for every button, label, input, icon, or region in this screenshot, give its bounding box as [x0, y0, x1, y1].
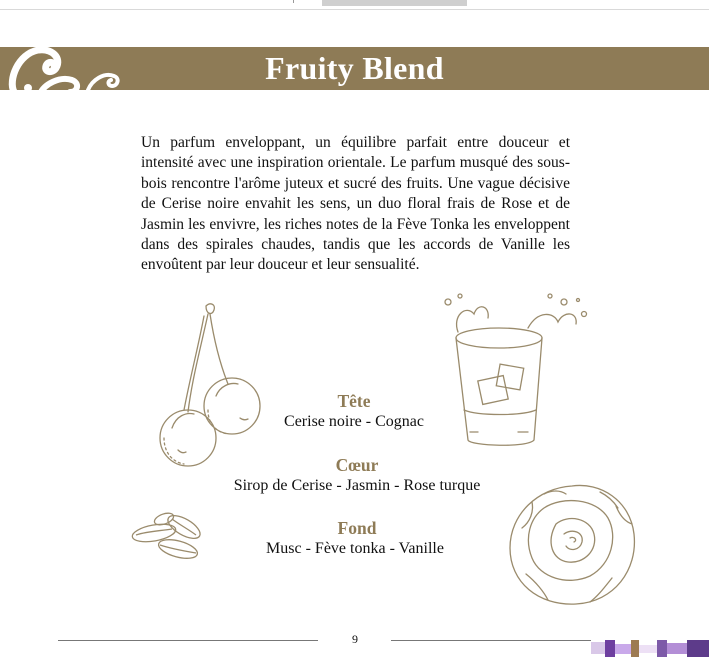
scroll-indicator [322, 0, 467, 6]
fragrance-description: Un parfum enveloppant, un équilibre parfait entre douceur et intensité avec une inspiration orientale. Le parfum musqué des sous-bois rencontre l'arôme juteux et sucré des fruits. Une vague décisive de Cerise noire envahit les sens, un duo floral frais de Rose et de Jasmin les envivre, les riches notes de la Fève Tonka les enveloppent dans des spirales chaudes, tandis que les accords de Vanille les envoûtent par leur douceur et leur sensualité. [141, 134, 570, 274]
footer-rule-right [391, 640, 591, 641]
note-items-heart: Sirop de Cerise - Jasmin - Rose turque [233, 477, 481, 494]
page-title: Fruity Blend [265, 50, 444, 86]
render-artifact [591, 640, 709, 657]
top-tick [293, 0, 294, 3]
note-items-base: Musc - Fève tonka - Vanille [266, 540, 444, 557]
footer-rule-left [58, 640, 318, 641]
note-heading-base: Fond [337, 518, 377, 538]
note-heading-top: Tête [337, 391, 371, 411]
cherries-illustration-icon [150, 300, 266, 470]
note-heading-heart: Cœur [335, 455, 379, 475]
top-strip [0, 0, 709, 10]
note-items-top: Cerise noire - Cognac [284, 413, 424, 430]
page-number: 9 [352, 632, 358, 646]
